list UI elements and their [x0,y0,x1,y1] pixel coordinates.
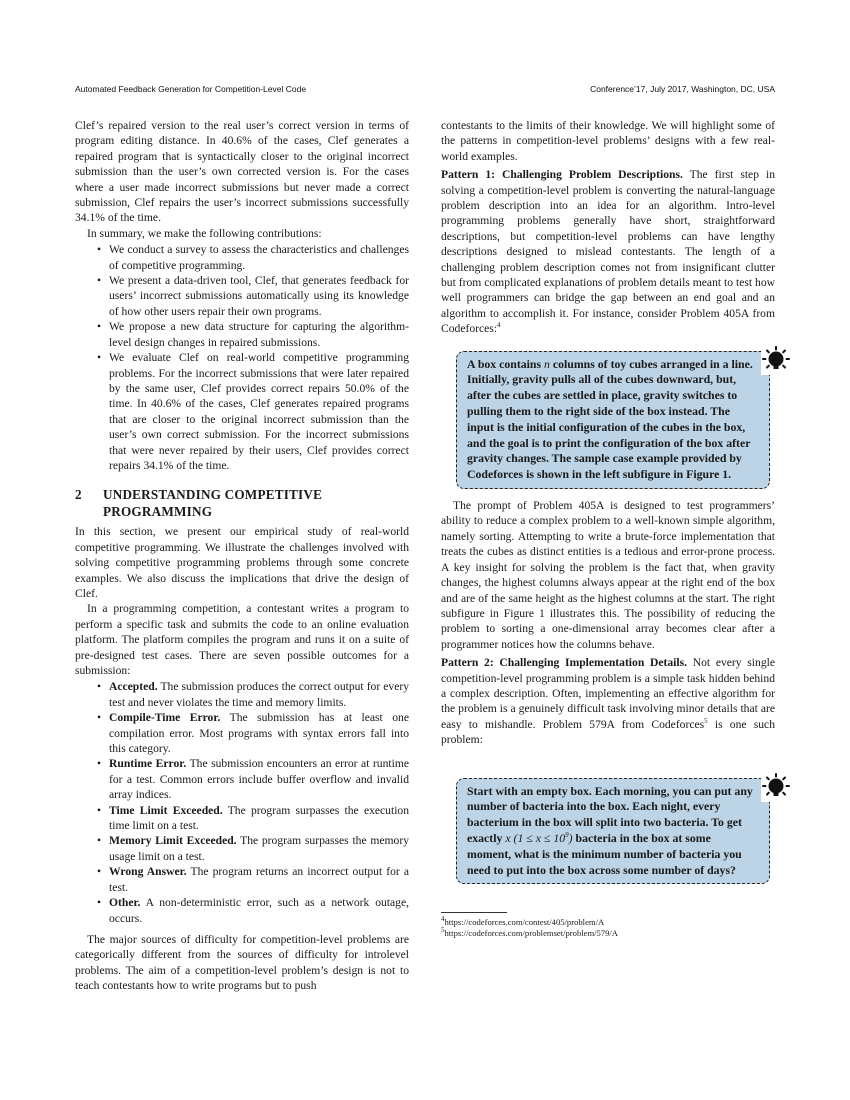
pattern1-paragraph [441,167,775,336]
outcome-text: The submission encounters an error at runtime for a test. Common errors include buffer overflow and invalid array indices. [109,757,409,802]
list-item [109,756,409,802]
pattern1-text: The first step in solving a competition-level problem is converting the natural-language problem description into an idea for an algorithm. Intro-level programming problems generally have short, straightforward descriptions, but competition-level problems can have lengthy descriptions designed to mislead contestants. The length of a challenging problem description comes not from insignificant clutter but from complicated explanations of problem details meant to test how well programmers can bridge the gap between an end goal and an algorithm to accomplish it. For instance, consider Problem 405A from Codeforces: [441,168,775,336]
list-item [109,710,409,756]
problem-box-579a [456,778,770,885]
header-title: Automated Feedback Generation for Competition-Level Code [75,84,307,94]
pattern1-label: Pattern 1: Challenging Problem Descriptions. [441,168,683,182]
section-paragraph: In a programming competition, a contestant writes a program to perform a specific task and submits the code to an online evaluation platform. The platform compiles the program and runs it on a suite of pre-designed test cases. There are seven possible outcomes for a submission: [75,602,409,677]
section-number: 2 [75,487,82,503]
list-item [109,679,409,710]
outcome-text: A non-deterministic error, such as a network outage, occurs. [109,896,409,925]
problem-box-405a [456,351,770,489]
left-column [75,118,409,994]
footnote-url: https://codeforces.com/problemset/problem/579/A [444,928,619,939]
footnote-number: 5 [441,926,445,935]
lightbulb-icon [761,345,791,375]
running-header [75,84,775,94]
pattern2-paragraph [441,655,775,747]
footnote [441,928,775,939]
outcome-label: Accepted. [109,680,158,694]
outcome-text: The submission has at least one compilation error. Most programs with syntax errors fall into this category. [109,711,409,756]
pattern2-label: Pattern 2: Challenging Implementation Details. [441,656,688,670]
right-column [441,118,775,939]
outcome-text: The program returns an incorrect output for a test. [109,865,410,894]
box-text: Start with an empty box. Each morning, you can put any number of bacteria into the box. Each night, every bacterium in the box will split into two bacteria. To get exactly [467,783,753,845]
list-item [109,864,409,895]
box-exponent: 9 [565,831,569,840]
box-math: x (1 ≤ x ≤ 10 [505,830,566,845]
outcome-label: Time Limit Exceeded. [109,803,223,817]
outcome-text: The program surpasses the memory usage limit on a test. [109,834,409,863]
summary-paragraph: In summary, we make the following contributions: [87,226,322,240]
outcome-label: Memory Limit Exceeded. [109,834,237,848]
box-text: bacteria in the box at some moment, what is the minimum number of bacteria you need to put into the box across some number of days? [467,830,742,877]
footnote-mark: 4 [497,321,501,330]
list-item: • We evaluate Clef on real-world competitive programming problems. For the incorrect submissions that were later repaired by the same user, Clef provides correct repairs 50.0% of the time. In 40.6% of the cases, Clef generates repaired programs that are closer to the original incorrect submission than the user’s own correct submission. For the incorrect submissions that were never repaired by their users, Clef provides correct repairs 34.1% of the time. [109,350,409,473]
outcome-label: Compile-Time Error. [109,711,221,725]
section-title: UNDERSTANDING COMPETITIVE PROGRAMMING [103,487,323,519]
list-item: • We conduct a survey to assess the characteristics and challenges of competitive programming. [109,242,409,273]
box-variable: n [544,356,550,371]
section-paragraph: In this section, we present our empirical study of real-world competitive programming. We illustrate the challenges involved with solving competitive programming problems through some concrete examples. We also discuss the implications that drive the design of Clef. [75,525,409,600]
list-item [109,803,409,834]
analysis-paragraph: The prompt of Problem 405A is designed to test programmers’ ability to reduce a complex problem to a well-known simple algorithm, namely sorting. Attempting to write a brute-force implementation that treats the cubes as distinct entities is a tedious and error-prone process. A key insight for solving the problem is the fact that, when gravity changes, the highest columns always appear at the right end of the box and are of the same height as the highest columns at the start. The right subfigure in Figure 1 illustrates this. The possibility of reducing the problem to sorting a one-dimensional array becomes clear after a programmer notices how the columns behave. [441,499,775,651]
box-text: columns of toy cubes arranged in a line. Initially, gravity pulls all of the cubes downward, but, after the cubes are settled in place, gravity switches to pulling them to the right side of the box instead. The input is the initial configuration of the cubes in the box, and the goal is to print the configuration of the box after gravity changes. The sample case example provided by Codeforces is shown in the left subfigure in Figure 1. [467,356,753,482]
footnote-url: https://codeforces.com/contest/405/problem/A [444,917,605,928]
list-item [109,895,409,926]
footnotes [441,912,775,939]
outcome-label: Other. [109,896,141,910]
box-text: A box contains [467,356,545,371]
outcome-label: Wrong Answer. [109,865,187,879]
footnote-rule [441,912,507,913]
lightbulb-icon [761,772,791,802]
outcome-text: The program surpasses the execution time limit on a test. [109,803,410,833]
header-venue: Conference’17, July 2017, Washington, DC, USA [590,84,775,94]
outcome-label: Runtime Error. [109,757,187,771]
list-item: • We propose a new data structure for capturing the algorithm-level design changes in repaired submissions. [109,319,409,350]
list-item: • We present a data-driven tool, Clef, that generates feedback for users’ incorrect submissions automatically using its knowledge of how other users repair their own programs. [109,273,409,319]
outcome-text: The submission produces the correct output for every test and never violates the time and memory limits. [109,680,409,709]
intro-paragraph: Clef’s repaired version to the real user’s correct version in terms of program editing distance. In 40.6% of the cases, Clef generates a repaired program that is syntactically closer to the original incorrect submission than the user’s own corrected version is. For the cases where a user made incorrect submissions but never made a correct submission, Clef repairs the user’s incorrect submissions successfully 34.1% of the time. [75,119,409,225]
contributions-list [75,242,409,473]
outcomes-list [75,679,409,926]
list-item [109,833,409,864]
pattern2-text: Not every single competition-level programming problem is a simple task hidden behind a complex description. Often, implementing an effective algorithm for the problem is a genuinely difficult task involving minor details that are easy to mishandle. Problem 579A from Codeforces [441,656,775,731]
box-math-close: ) [568,830,573,845]
closing-paragraph: The major sources of difficulty for competition-level problems are categorically different from the sources of difficulty for introlevel problems. The aim of a competition-level problem’s design is not to teach contestants how to write programs but to push [75,932,409,993]
continuation-paragraph: contestants to the limits of their knowledge. We will highlight some of the patterns in competition-level problems’ designs with a few real-world examples. [441,119,775,163]
footnote-number: 4 [441,915,445,924]
pattern2-tail: is one such problem: [441,717,775,747]
footnote [441,917,775,928]
section-heading [75,487,409,520]
footnote-mark: 5 [704,716,708,725]
